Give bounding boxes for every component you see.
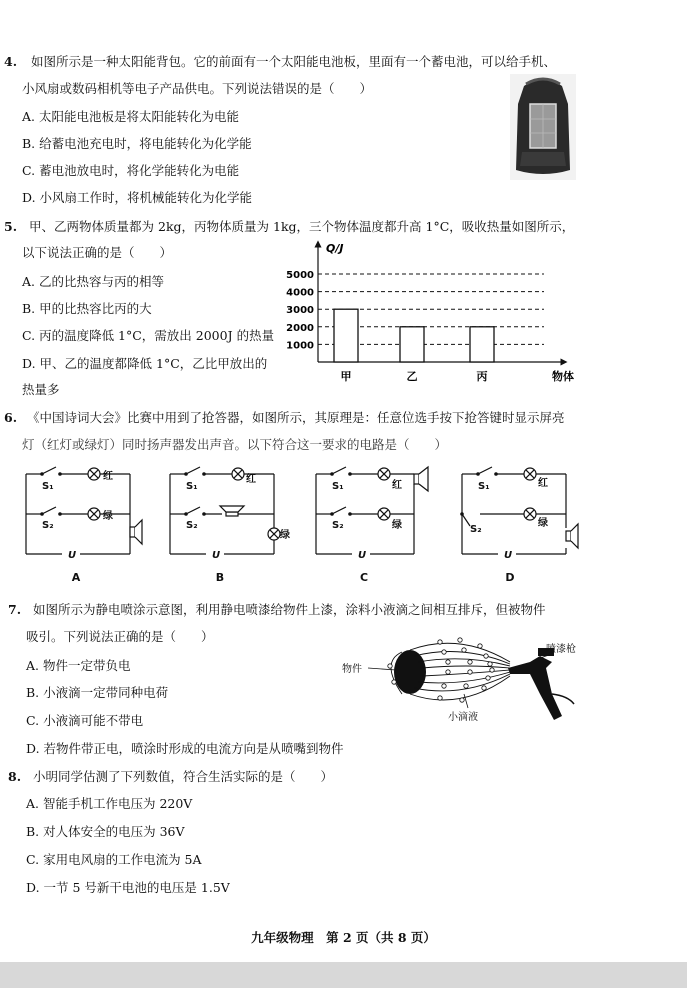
- label-droplets: 小滴液: [448, 712, 478, 723]
- label-green: 绿: [392, 520, 402, 531]
- spray-gun-icon: [508, 648, 574, 720]
- x-axis-label: 物体: [552, 370, 574, 383]
- q5-number: 5.: [4, 219, 18, 234]
- q8-stem-line: [8, 769, 333, 785]
- label-red: 红: [246, 474, 256, 485]
- q4-stem-line1: [4, 54, 556, 70]
- label-s2: S₂: [470, 524, 482, 535]
- label-red: 红: [103, 471, 113, 482]
- q6-stem-line2: 灯（红灯或绿灯）同时扬声器发出声音。以下符合这一要求的电路是（ ）: [22, 437, 448, 452]
- q6-circuit-diagrams: [18, 462, 588, 587]
- circuit-d-switch-s1: [476, 467, 498, 476]
- circuit-c-switch-s1: [330, 467, 352, 476]
- label-u: U: [68, 550, 77, 561]
- q7-option-b: B. 小液滴一定带同种电荷: [26, 685, 169, 700]
- solar-backpack-image: [510, 74, 576, 180]
- q5-stem-line2: 以下说法正确的是（ ）: [22, 245, 173, 260]
- x-category-label: 甲: [340, 370, 352, 383]
- circuit-b-switch-s2: [184, 507, 206, 516]
- x-category-label: 乙: [406, 370, 418, 383]
- circuit-d-red-lamp: [524, 468, 536, 480]
- q4-stem-text1: 如图所示是一种太阳能背包。它的前面有一个太阳能电池板，里面有一个蓄电池，可以给手机、: [31, 54, 557, 69]
- label-red: 红: [538, 478, 548, 489]
- circuit-a-switch-s2: [40, 507, 62, 516]
- circuit-c-green-lamp: [378, 508, 390, 520]
- label-s2: S₂: [42, 520, 54, 531]
- circuit-d-green-lamp: [524, 508, 536, 520]
- circuit-b-label: B: [215, 571, 225, 584]
- circuit-a-red-lamp: [88, 468, 100, 480]
- q4-option-a: A. 太阳能电池板是将太阳能转化为电能: [22, 109, 239, 124]
- q5-stem-text1: 甲、乙两物体质量都为 2kg，丙物体质量为 1kg，三个物体温度都升高 1°C，吸收热量如图所示，: [29, 219, 575, 234]
- bar-甲: [334, 309, 358, 362]
- q6-stem-line1: [4, 410, 565, 426]
- q5-stem-line1: [4, 219, 574, 235]
- label-object: 物件: [342, 664, 362, 675]
- q7-option-d: D. 若物件带正电，喷涂时形成的电流方向是从喷嘴到物件: [26, 741, 344, 756]
- label-spray-gun: 喷漆枪: [546, 644, 576, 655]
- y-axis-label: Q/J: [326, 242, 344, 255]
- q5-option-a: A. 乙的比热容与丙的相等: [22, 274, 164, 289]
- y-tick-label: 5000: [286, 270, 314, 281]
- q5-option-d-cont: 热量多: [22, 382, 60, 397]
- q6-stem-text1: 《中国诗词大会》比赛中用到了抢答器，如图所示，其原理是：任意位选手按下抢答键时显示屏亮: [27, 410, 565, 425]
- circuit-a-label: A: [71, 571, 81, 584]
- circuit-c-label: C: [359, 571, 369, 584]
- q8-option-b: B. 对人体安全的电压为 36V: [26, 824, 185, 839]
- q7-option-a: A. 物件一定带负电: [26, 658, 131, 673]
- q7-number: 7.: [8, 602, 22, 617]
- label-green: 绿: [538, 518, 548, 529]
- y-tick-label: 4000: [286, 287, 314, 299]
- label-s1: S₁: [42, 481, 54, 492]
- q8-option-c: C. 家用电风扇的工作电流为 5A: [26, 852, 202, 867]
- circuit-d-speaker-icon: [566, 524, 578, 548]
- q5-option-c: C. 丙的温度降低 1°C，需放出 2000J 的热量: [22, 328, 275, 343]
- q5-option-b: B. 甲的比热容比丙的大: [22, 301, 152, 316]
- q6-number: 6.: [4, 410, 18, 425]
- label-u: U: [358, 550, 367, 561]
- y-tick-label: 1000: [286, 340, 314, 352]
- circuit-c-speaker-icon: [414, 467, 428, 491]
- q8-stem-text: 小明同学估测了下列数值，符合生活实际的是（ ）: [33, 769, 334, 784]
- q4-option-d: D. 小风扇工作时，将机械能转化为化学能: [22, 190, 253, 205]
- object-body: [394, 650, 426, 694]
- q4-stem-line2: 小风扇或数码相机等电子产品供电。下列说法错误的是（ ）: [22, 81, 373, 96]
- label-s1: S₁: [186, 481, 198, 492]
- scan-bottom-margin: [0, 962, 687, 988]
- circuit-b-red-lamp: [232, 468, 244, 480]
- label-s2: S₂: [332, 520, 344, 531]
- label-u: U: [504, 550, 513, 561]
- circuit-c-switch-s2: [330, 507, 352, 516]
- circuit-c-red-lamp: [378, 468, 390, 480]
- bar-丙: [470, 327, 494, 362]
- label-green: 绿: [103, 511, 113, 522]
- label-green: 绿: [280, 530, 290, 541]
- bar-乙: [400, 327, 424, 362]
- circuit-a-green-lamp: [88, 508, 100, 520]
- q4-option-c: C. 蓄电池放电时，将化学能转化为电能: [22, 163, 240, 178]
- q4-number: 4.: [4, 54, 18, 69]
- label-red: 红: [392, 480, 402, 491]
- y-tick-label: 3000: [286, 305, 314, 317]
- q7-option-c: C. 小液滴可能不带电: [26, 713, 144, 728]
- label-s1: S₁: [332, 481, 344, 492]
- heat-bar-chart: [282, 238, 582, 388]
- q5-option-d: D. 甲、乙的温度都降低 1°C，乙比甲放出的: [22, 356, 268, 371]
- q8-option-a: A. 智能手机工作电压为 220V: [26, 796, 193, 811]
- electrostatic-spray-diagram: [340, 632, 590, 732]
- circuit-b-switch-s1: [184, 467, 206, 476]
- circuit-d-label: D: [505, 571, 515, 584]
- label-u: U: [212, 550, 221, 561]
- q8-number: 8.: [8, 769, 22, 784]
- x-category-label: 丙: [476, 370, 488, 383]
- label-s1: S₁: [478, 481, 490, 492]
- circuit-a-switch-s1: [40, 467, 62, 476]
- page-footer: 九年级物理 第 2 页（共 8 页）: [251, 930, 436, 945]
- y-tick-label: 2000: [286, 322, 314, 334]
- circuit-b-green-lamp: [268, 528, 280, 540]
- q8-option-d: D. 一节 5 号新干电池的电压是 1.5V: [26, 880, 230, 895]
- q7-stem-line1: [8, 602, 546, 618]
- q7-stem-line2: 吸引。下列说法正确的是（ ）: [26, 629, 214, 644]
- label-s2: S₂: [186, 520, 198, 531]
- q7-stem-text1: 如图所示为静电喷涂示意图，利用静电喷漆给物件上漆，涂料小液滴之间相互排斥，但被物件: [33, 602, 546, 617]
- circuit-a-speaker-icon: [130, 520, 142, 544]
- q4-option-b: B. 给蓄电池充电时，将电能转化为化学能: [22, 136, 252, 151]
